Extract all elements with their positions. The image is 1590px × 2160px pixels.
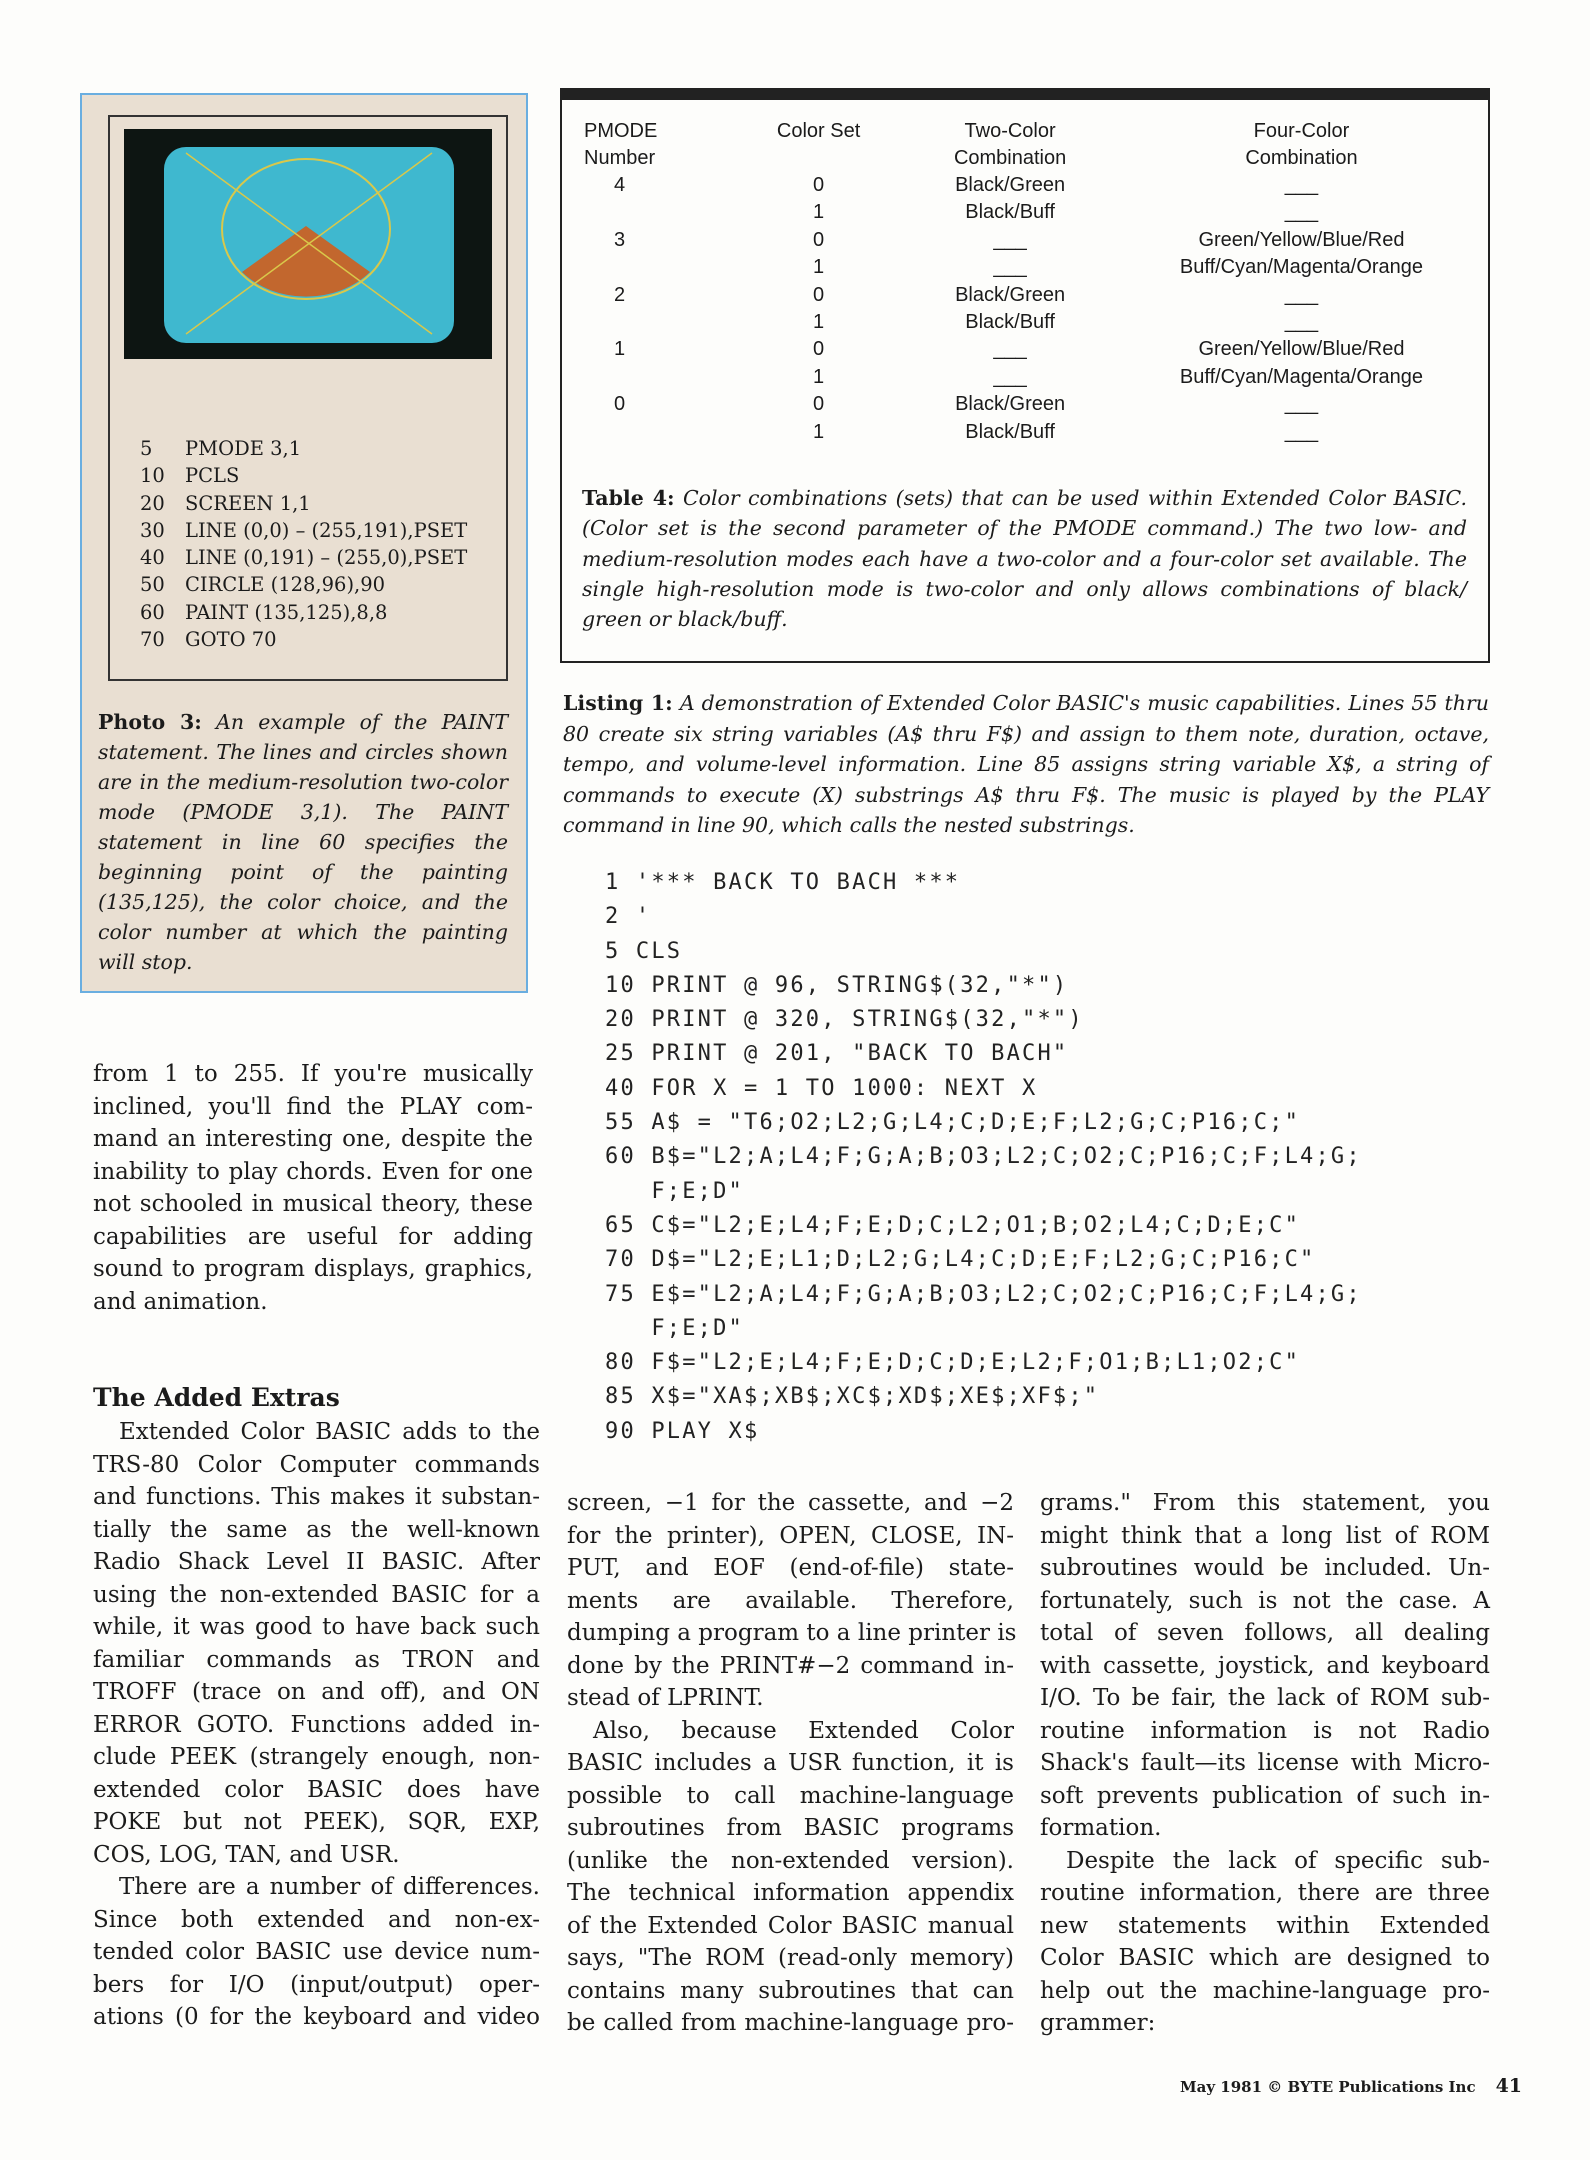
code-line [140, 490, 467, 517]
listing-line: 25 PRINT @ 201, "BACK TO BACH" [605, 1041, 1069, 1067]
pmode-color-table [562, 118, 1482, 446]
table-row [562, 309, 1482, 336]
table-cell: Green/Yellow/Blue/Red [1198, 228, 1405, 251]
statement: LINE (0,191) – (255,0),PSET [185, 546, 468, 570]
table-cell [562, 254, 738, 281]
header-line: Two-Color [964, 120, 1056, 142]
table-cell [562, 199, 738, 226]
line-number: 10 [140, 464, 165, 488]
line-number: 60 [140, 600, 165, 624]
text-line: with cassette, joystick, and keyboard [1040, 1652, 1490, 1679]
text-line: ERROR GOTO. Functions added in- [93, 1711, 540, 1738]
table-row [562, 364, 1482, 391]
statement: LINE (0,0) – (255,191),PSET [185, 518, 468, 542]
text-line: (unlike the non-extended version). [567, 1847, 1014, 1874]
listing-line: F;E;D" [605, 1315, 745, 1341]
table-cell: 1 [614, 338, 626, 361]
table-cell: Black/Green [955, 283, 1066, 306]
photo-frame [108, 115, 508, 681]
listing-line: 40 FOR X = 1 TO 1000: NEXT X [605, 1075, 1038, 1101]
text-line: Color BASIC which are designed to [1040, 1945, 1490, 1971]
text-line: grams." From this statement, you [1040, 1490, 1490, 1516]
text-line: Since both extended and non-ex- [93, 1906, 540, 1933]
text-line: There are a number of differences. [119, 1874, 540, 1900]
table-cell [562, 419, 738, 446]
section-heading: The Added Extras [93, 1383, 340, 1412]
listing-line: 10 PRINT @ 96, STRING$(32,"*") [605, 972, 1069, 998]
listing-line: 2 ' [605, 904, 652, 930]
listing-line: F;E;D" [605, 1178, 745, 1204]
body-column-left-top [93, 1058, 533, 1318]
table-cell: 1 [813, 365, 825, 388]
text-line: while, it was good to have back such [93, 1614, 540, 1640]
text-line: stead of LPRINT. [567, 1685, 764, 1711]
table-cell: ___ [1284, 420, 1319, 443]
text-line: possible to call machine-language [567, 1782, 1014, 1809]
table-cell: Black/Green [955, 393, 1066, 416]
page-footer [1180, 2075, 1522, 2097]
text-line: PUT, and EOF (end-of-file) state- [567, 1555, 1014, 1581]
table-cell: Buff/Cyan/Magenta/Orange [1179, 256, 1424, 279]
statement: GOTO 70 [185, 628, 277, 652]
code-line [140, 626, 467, 653]
table-cell: ___ [1284, 283, 1319, 306]
column-header [1121, 118, 1482, 172]
table-cell: 4 [614, 174, 626, 196]
table-cell: ___ [1284, 311, 1319, 334]
text-line: and animation. [93, 1288, 268, 1315]
line-number: 30 [140, 518, 165, 542]
body-column-right [1040, 1487, 1490, 2040]
text-line: extended color BASIC does have [93, 1776, 540, 1803]
table-row [562, 419, 1482, 446]
text-line: BASIC includes a USR function, it is [567, 1750, 1014, 1776]
text-line: clude PEEK (strangely enough, non- [93, 1744, 540, 1770]
text-line: familiar commands as TRON and [93, 1646, 540, 1673]
table-cell: ___ [993, 338, 1027, 361]
text-line: total of seven follows, all dealing [1040, 1620, 1490, 1646]
photo-figure [80, 93, 528, 993]
table-row [562, 227, 1482, 254]
table-header-row [562, 118, 1482, 172]
code-line [140, 599, 467, 626]
table-cell: ___ [993, 365, 1027, 388]
photo-code-listing [140, 435, 467, 653]
caption-label: Photo 3: [98, 710, 202, 734]
text-line: contains many subroutines that can [567, 1977, 1014, 2004]
text-line: inclined, you'll find the PLAY com- [93, 1093, 533, 1120]
statement: PMODE 3,1 [185, 437, 302, 460]
table-cell: Black/Buff [965, 201, 1055, 224]
text-line: COS, LOG, TAN, and USR. [93, 1841, 400, 1868]
code-line [140, 517, 467, 544]
text-line: mand an interesting one, despite the [93, 1126, 533, 1152]
table-cell: 0 [614, 393, 626, 416]
listing-line: 5 CLS [605, 938, 683, 964]
table-row [562, 282, 1482, 309]
photo-caption [98, 707, 508, 977]
text-line: help out the machine-language pro- [1040, 1977, 1490, 2004]
column-header [738, 118, 899, 172]
line-number: 50 [140, 573, 165, 597]
table-cell: 3 [614, 228, 626, 251]
paint-demo-screen-image [124, 129, 492, 359]
listing-line: 65 C$="L2;E;L4;F;E;D;C;L2;O1;B;O2;L4;C;D;E;C" [605, 1212, 1301, 1238]
table-cell: ___ [993, 228, 1027, 251]
text-line: routine information, there are three [1040, 1880, 1490, 1906]
table-caption [582, 483, 1467, 634]
text-line: not schooled in musical theory, these [93, 1191, 533, 1217]
text-line: screen, −1 for the cassette, and −2 [567, 1490, 1014, 1516]
table-cell [562, 309, 738, 336]
text-line: be called from machine-language pro- [567, 2010, 1014, 2036]
text-line: tially the same as the well-known [93, 1516, 540, 1543]
table-cell: 1 [813, 420, 825, 443]
listing-line: 90 PLAY X$ [605, 1418, 760, 1444]
page-number: 41 [1495, 2075, 1523, 2097]
caption-label: Listing 1: [563, 691, 673, 715]
statement: PCLS [185, 464, 240, 488]
line-number: 5 [140, 437, 153, 460]
text-line: subroutines from BASIC programs [567, 1815, 1014, 1841]
text-line: Extended Color BASIC adds to the [119, 1419, 540, 1445]
listing-line: 75 E$="L2;A;L4;F;G;A;B;O3;L2;C;O2;C;P16;C;F;L4;G; [605, 1281, 1362, 1307]
text-line: Also, because Extended Color [593, 1717, 1014, 1744]
header-line: Four-Color [1253, 120, 1350, 142]
table-row [562, 199, 1482, 226]
listing-line: 70 D$="L2;E;L1;D;L2;G;L4;C;D;E;F;L2;G;C;P16;C" [605, 1247, 1316, 1273]
text-line: of the Extended Color BASIC manual [567, 1912, 1014, 1939]
table-row [562, 336, 1482, 363]
table-cell: 0 [813, 338, 825, 361]
text-line: subroutines would be included. Un- [1040, 1555, 1490, 1581]
text-line: soft prevents publication of such in- [1040, 1782, 1490, 1809]
caption-text: An example of the PAINT statement. The lines and circles shown are in the medium-resolution two-color mode (PMODE 3,1). The PAINT statement in line 60 specifies the beginning point of the painting (135,125), the color choice, and the color number at which the painting will stop. [98, 710, 508, 974]
header-line: Combination [953, 147, 1067, 169]
issue-credit: May 1981 © BYTE Publications Inc [1180, 2078, 1476, 2096]
header-line: Combination [1245, 147, 1358, 169]
table-cell: Buff/Cyan/Magenta/Orange [1179, 365, 1424, 388]
column-header [899, 118, 1121, 172]
text-line: Radio Shack Level II BASIC. After [93, 1549, 540, 1575]
basic-listing [605, 866, 1362, 1449]
table-cell: ___ [1284, 201, 1319, 224]
caption-text: A demonstration of Extended Color BASIC's music capabilities. Lines 55 thru 80 create six string variables (A$ thru F$) and assign to them note, duration, octave, tempo, and volume-level information. Line 85 assigns string variable X$, a string of commands to execute (X) substrings A$ thru F$. The music is played by the PLAY command in line 90, which calls the nested substrings. [563, 691, 1489, 837]
text-line: says, "The ROM (read-only memory) [567, 1945, 1014, 1971]
text-line: tended color BASIC use device num- [93, 1939, 540, 1965]
table-cell: 1 [813, 201, 825, 224]
table-cell: 0 [813, 393, 825, 416]
table-cell: ___ [993, 256, 1027, 279]
text-line: grammer: [1040, 2010, 1156, 2036]
table-cell: ___ [1284, 393, 1319, 416]
listing-line: 20 PRINT @ 320, STRING$(32,"*") [605, 1007, 1084, 1033]
table-row [562, 391, 1482, 418]
table-cell: 0 [813, 283, 825, 306]
line-number: 70 [140, 628, 165, 652]
listing-line: 1 '*** BACK TO BACH *** [605, 870, 961, 895]
text-line: from 1 to 255. If you're musically [93, 1061, 533, 1087]
table-row [562, 254, 1482, 281]
body-column-left [93, 1416, 540, 2034]
text-line: using the non-extended BASIC for a [93, 1581, 540, 1608]
table-cell: 0 [813, 228, 825, 251]
text-line: sound to program displays, graphics, [93, 1256, 533, 1282]
text-line: done by the PRINT#−2 command in- [567, 1652, 1014, 1679]
statement: CIRCLE (128,96),90 [185, 573, 386, 597]
text-line: for the printer), OPEN, CLOSE, IN- [567, 1522, 1014, 1549]
text-line: inability to play chords. Even for one [93, 1158, 533, 1185]
code-line [140, 571, 467, 598]
header-line: PMODE [584, 120, 658, 142]
line-number: 40 [140, 546, 165, 570]
text-line: ments are available. Therefore, [567, 1587, 1014, 1614]
text-line: ations (0 for the keyboard and video [93, 2004, 540, 2030]
text-line: TRS-80 Color Computer commands [93, 1451, 540, 1478]
table-cell: 1 [813, 311, 825, 334]
text-line: The technical information appendix [567, 1880, 1014, 1906]
column-header [562, 118, 738, 172]
table-cell [562, 364, 738, 391]
text-line: dumping a program to a line printer is [567, 1620, 1017, 1646]
text-line: might think that a long list of ROM [1040, 1522, 1490, 1549]
text-line: capabilities are useful for adding [93, 1223, 533, 1250]
text-line: and functions. This makes it substan- [93, 1484, 540, 1510]
listing-caption [563, 688, 1489, 841]
statement: SCREEN 1,1 [185, 491, 311, 515]
code-line [140, 462, 467, 489]
code-line [140, 435, 467, 462]
code-line [140, 544, 467, 571]
text-line: fortunately, such is not the case. A [1040, 1587, 1490, 1614]
table-cell: Green/Yellow/Blue/Red [1198, 338, 1405, 361]
table-row [562, 172, 1482, 199]
table-cell: Black/Buff [965, 420, 1055, 443]
text-line: bers for I/O (input/output) oper- [93, 1971, 540, 1998]
listing-line: 60 B$="L2;A;L4;F;G;A;B;O3;L2;C;O2;C;P16;C;F;L4;G; [605, 1144, 1362, 1170]
text-line: TROFF (trace on and off), and ON [93, 1679, 540, 1705]
table-cell: 1 [813, 256, 825, 279]
listing-line: 55 A$ = "T6;O2;L2;G;L4;C;D;E;F;L2;G;C;P16;C;" [605, 1110, 1301, 1136]
text-line: formation. [1040, 1815, 1162, 1841]
statement: PAINT (135,125),8,8 [185, 600, 388, 624]
table-4-box [560, 88, 1490, 663]
text-line: routine information is not Radio [1040, 1717, 1490, 1744]
text-line: new statements within Extended [1040, 1912, 1490, 1939]
text-line: I/O. To be fair, the lack of ROM sub- [1040, 1685, 1490, 1711]
table-cell: Black/Green [955, 174, 1066, 196]
text-line: Shack's fault—its license with Micro- [1040, 1750, 1490, 1776]
table-cell: ___ [1284, 174, 1319, 196]
header-line: Number [584, 147, 656, 169]
header-line: Color Set [776, 120, 861, 142]
table-cell: 0 [813, 174, 825, 196]
listing-line: 85 X$="XA$;XB$;XC$;XD$;XE$;XF$;" [605, 1384, 1100, 1410]
table-cell: 2 [614, 283, 626, 306]
text-line: Despite the lack of specific sub- [1066, 1847, 1490, 1874]
listing-line: 80 F$="L2;E;L4;F;E;D;C;D;E;L2;F;O1;B;L1;O2;C" [605, 1350, 1301, 1376]
table-cell: Black/Buff [965, 311, 1055, 334]
body-column-middle [567, 1487, 1017, 2040]
line-number: 20 [140, 491, 165, 515]
text-line: POKE but not PEEK), SQR, EXP, [93, 1809, 540, 1835]
caption-label: Table 4: [582, 486, 675, 510]
caption-text: Color combinations (sets) that can be used within Extended Color BASIC. (Color set is the second parameter of the PMODE command.) The two low- and medium-resolution modes each have a two-color and a four-color set available. The single high-resolution mode is two-color and only allows combinations of black/ green or black/buff. [582, 486, 1467, 632]
